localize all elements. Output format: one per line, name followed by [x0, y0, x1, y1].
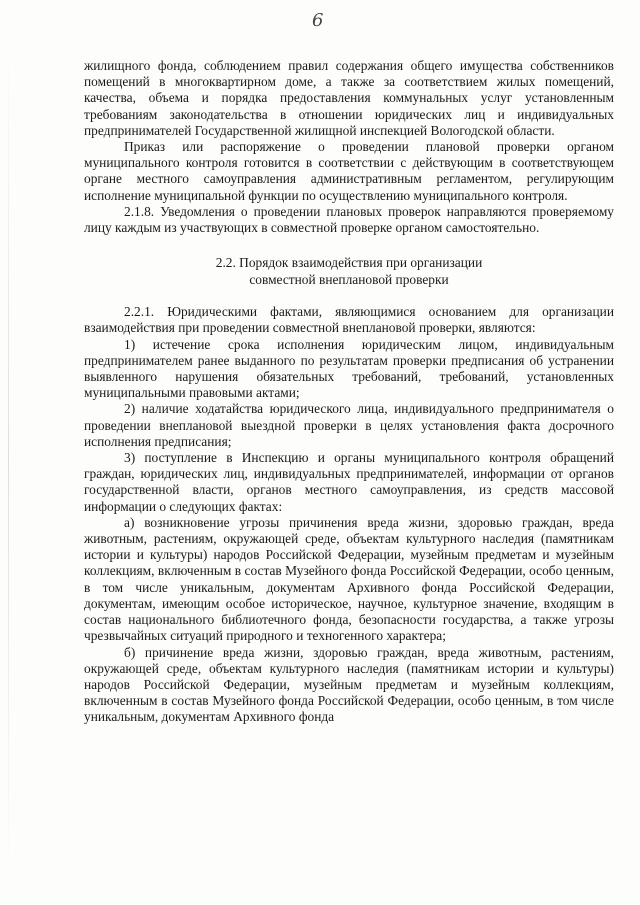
document-body	[84, 58, 614, 726]
paragraph-2-2-1: 2.2.1. Юридическими фактами, являющимися основанием для организации взаимодействия при проведении совместной внеплановой проверки, являются:	[84, 304, 614, 336]
scan-edge-shadow	[8, 40, 9, 880]
section-heading-2-2	[84, 254, 614, 288]
handwritten-page-number: 6	[312, 10, 324, 31]
paragraph-housing-fund: жилищного фонда, соблюдением правил содержания общего имущества собственников помещений в многоквартирном доме, а также за соответствием жилых помещений, качества, объема и порядка предоставления коммунальных услуг установленным требованиям законодательства в отношении юридических лиц и индивидуальных предпринимателей Государственной жилищной инспекцией Вологодской области.	[84, 58, 614, 138]
paragraph-2-1-8: 2.1.8. Уведомления о проведении плановых проверок направляются проверяемому лицу каждым из участвующих в совместной проверке органом самостоятельно.	[84, 203, 614, 236]
list-item-2: 2) наличие ходатайства юридического лица, индивидуального предпринимателя о проведении внеплановой выездной проверки в целях установления факта досрочного исполнения предписания;	[84, 401, 614, 449]
paragraph-order-planned-inspection: Приказ или распоряжение о проведении плановой проверки органом муниципального контроля готовится в соответствии с действующим в соответствующем органе местного самоуправления административным регламентом, регулирующим исполнение муниципальной функции по осуществлению муниципального контроля.	[84, 139, 614, 203]
list-item-a: а) возникновение угрозы причинения вреда жизни, здоровью граждан, вреда животным, растениям, окружающей среде, объектам культурного наследия (памятникам истории и культуры) народов Российской Федерации, музейным предметам и музейным коллекциям, включенным в состав Музейного фонда Российской Федерации, особо ценным, в том числе уникальным, документам Архивного фонда Российской Федерации, документам, имеющим особое историческое, научное, культурное значение, входящим в состав национального библиотечного фонда, безопасности государства, а также угрозы чрезвычайных ситуаций природного и техногенного характера;	[84, 514, 614, 644]
list-item-3: 3) поступление в Инспекцию и органы муниципального контроля обращений граждан, юридических лиц, индивидуальных предпринимателей, информации от органов государственной власти, органов местного самоуправления, из средств массовой информации о следующих фактах:	[84, 450, 614, 514]
list-item-b: б) причинение вреда жизни, здоровью граждан, вреда животным, растениям, окружающей среде, объектам культурного наследия (памятникам истории и культуры) народов Российской Федерации, музейным предметам и музейным коллекциям, включенным в состав Музейного фонда Российской Федерации, особо ценным, в том числе уникальным, документам Архивного фонда	[84, 644, 614, 725]
section-heading-line-1: 2.2. Порядок взаимодействия при организации	[215, 255, 483, 271]
section-heading-line-2: совместной внеплановой проверки	[249, 272, 449, 288]
list-item-1: 1) истечение срока исполнения юридическим лицом, индивидуальным предпринимателем ранее выданного по результатам проверки предписания об устранении выявленного нарушения обязательных требований, требований, установленных муниципальными правовыми актами;	[84, 336, 614, 401]
